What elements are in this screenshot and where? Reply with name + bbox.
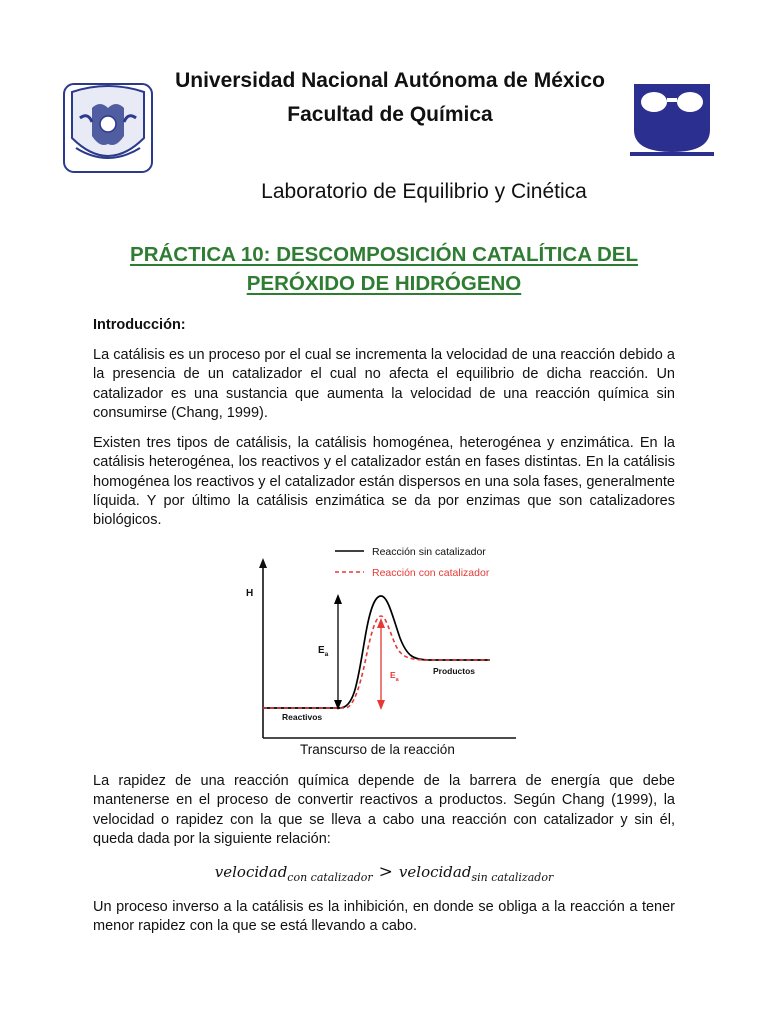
legend-label-uncatalyzed: Reacción sin catalizador bbox=[372, 546, 486, 558]
formula-right-term: velocidad bbox=[398, 863, 472, 881]
ea-arrow-catalyzed-head-bottom bbox=[377, 700, 385, 710]
formula-operator: > bbox=[378, 862, 393, 882]
facultad-quimica-logo bbox=[630, 78, 714, 158]
y-axis-arrow bbox=[259, 558, 267, 568]
paragraph-inhibition: Un proceso inverso a la catálisis es la inhibición, en donde se obliga a la reacción a tener menor rapidez con la que se está llevando a cabo. bbox=[93, 899, 675, 935]
curve-uncatalyzed bbox=[263, 596, 490, 708]
formula-left-term: velocidad bbox=[214, 863, 288, 881]
x-axis-label: Transcurso de la reacción bbox=[300, 742, 455, 757]
unam-logo bbox=[62, 78, 154, 176]
formula-right-subscript: sin catalizador bbox=[471, 871, 554, 884]
faculty-name: Facultad de Química bbox=[287, 103, 493, 126]
reactants-label: Reactivos bbox=[282, 712, 323, 722]
ea-arrow-catalyzed-head-top bbox=[377, 618, 385, 628]
curve-catalyzed bbox=[263, 616, 490, 708]
legend-label-catalyzed: Reacción con catalizador bbox=[372, 567, 490, 579]
ea-label-catalyzed: $E_a$ bbox=[390, 670, 399, 683]
introduction-heading: Introducción: bbox=[93, 317, 186, 333]
laboratory-name: Laboratorio de Equilibrio y Cinética bbox=[261, 180, 587, 203]
rate-relation-formula bbox=[0, 862, 768, 884]
ea-arrow-uncatalyzed-head-top bbox=[334, 594, 342, 604]
university-name: Universidad Nacional Autónoma de México bbox=[175, 69, 605, 92]
paragraph-reaction-rate: La rapidez de una reacción química depende de la barrera de energía que debe mantenerse en el proceso de convertir reactivos a productos. Según Chang (1999), la velocidad o rapidez con la que se lleva a cabo una reacción con catalizador y sin él, queda dada por la siguiente relación: bbox=[93, 773, 675, 847]
products-label: Productos bbox=[433, 666, 476, 676]
practice-title: PRÁCTICA 10: DESCOMPOSICIÓN CATALÍTICA DEL PERÓXIDO DE HIDRÓGENO bbox=[130, 243, 638, 295]
energy-profile-chart bbox=[230, 538, 520, 760]
formula-left-subscript: con catalizador bbox=[287, 871, 373, 884]
paragraph-catalysis-types: Existen tres tipos de catálisis, la catálisis homogénea, heterogénea y enzimática. En la catálisis heterogénea, los reactivos y el catalizador están en fases distintas. En la catálisis homogénea los reactivos y el catalizador están dispersos en una sola fases, generalmente líquida. Y por último la catálisis enzimática se da por enzimas que son catalizadores biológicos. bbox=[93, 435, 675, 529]
y-axis-label: H bbox=[246, 588, 254, 599]
document-header bbox=[170, 66, 610, 130]
ea-label-uncatalyzed: $E_a$ bbox=[318, 645, 329, 658]
paragraph-catalysis-definition: La catálisis es un proceso por el cual se incrementa la velocidad de una reacción debido a la presencia de un catalizador el cual no afecta el equilibrio de dicha reacción. Un catalizador es una sustancia que aumenta la velocidad de una reacción química sin consumirse (Chang, 1999). bbox=[93, 347, 675, 421]
